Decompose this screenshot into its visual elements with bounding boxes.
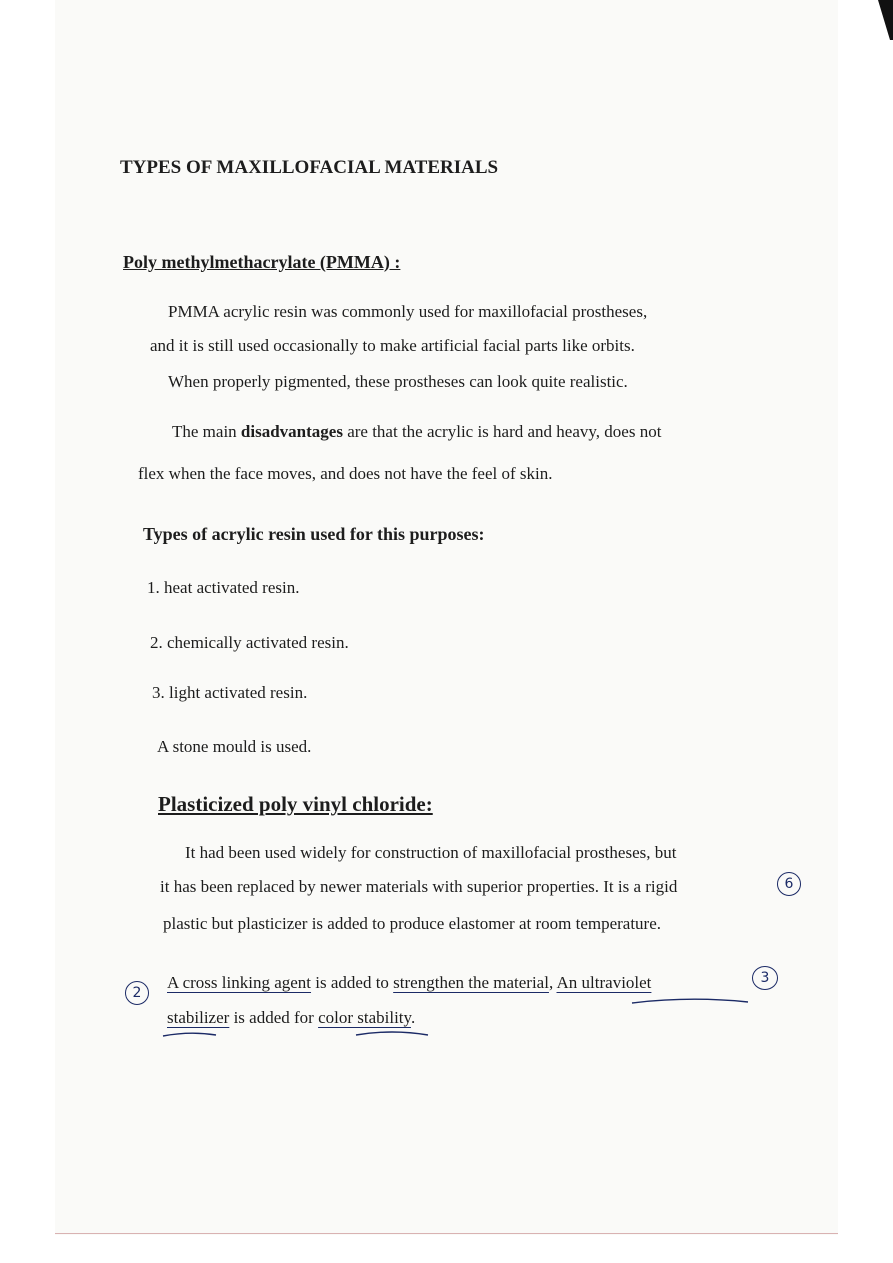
text-run: ,	[548, 973, 557, 992]
underlined-phrase: A cross linking agent	[167, 973, 312, 992]
disadvantages-line	[172, 422, 661, 442]
section-heading-pmma: Poly methylmethacrylate (PMMA) :	[123, 252, 401, 272]
text-run: are that the acrylic is hard and heavy, does not	[342, 422, 662, 441]
text-run: is added for	[229, 1008, 319, 1027]
text-run: The main	[172, 422, 241, 441]
stone-mould-note: A stone mould is used.	[157, 737, 312, 756]
pvc-additives-line	[167, 973, 651, 993]
underlined-phrase: An ultraviolet	[556, 973, 652, 992]
disadvantages-line: flex when the face moves, and does not have the feel of skin.	[138, 464, 553, 483]
pvc-paragraph-line: It had been used widely for construction of maxillofacial prostheses, but	[185, 843, 677, 862]
underlined-phrase: stabilizer	[167, 1008, 230, 1027]
pvc-paragraph-line: it has been replaced by newer materials with superior properties. It is a rigid	[160, 877, 678, 896]
list-item: 2. chemically activated resin.	[150, 633, 349, 652]
disadvantages-keyword: disadvantages	[240, 422, 343, 441]
underlined-phrase: strengthen the material	[393, 973, 549, 992]
handwritten-circled-number: 3	[752, 966, 778, 990]
acrylic-types-subheading: Types of acrylic resin used for this purposes:	[143, 524, 485, 544]
pmma-paragraph-line: and it is still used occasionally to make artificial facial parts like orbits.	[150, 336, 635, 355]
text-run: is added to	[311, 973, 394, 992]
handwritten-circled-number: 6	[777, 872, 801, 896]
pvc-additives-line	[167, 1008, 415, 1028]
page-edge-line	[55, 1233, 838, 1234]
scan-shadow	[838, 0, 893, 40]
document-page	[55, 0, 838, 1235]
pmma-paragraph-line: PMMA acrylic resin was commonly used for maxillofacial prostheses,	[168, 302, 648, 321]
list-item: 1. heat activated resin.	[147, 578, 300, 597]
pmma-paragraph-line: When properly pigmented, these prostheses can look quite realistic.	[168, 372, 628, 391]
underlined-phrase: color stability	[318, 1008, 411, 1027]
handwritten-circled-number: 2	[125, 981, 149, 1005]
list-item: 3. light activated resin.	[152, 683, 308, 702]
section-heading-pvc: Plasticized poly vinyl chloride:	[158, 792, 433, 816]
pvc-paragraph-line: plastic but plasticizer is added to produce elastomer at room temperature.	[163, 914, 662, 933]
text-run: .	[410, 1008, 416, 1027]
document-title: TYPES OF MAXILLOFACIAL MATERIALS	[120, 157, 499, 178]
